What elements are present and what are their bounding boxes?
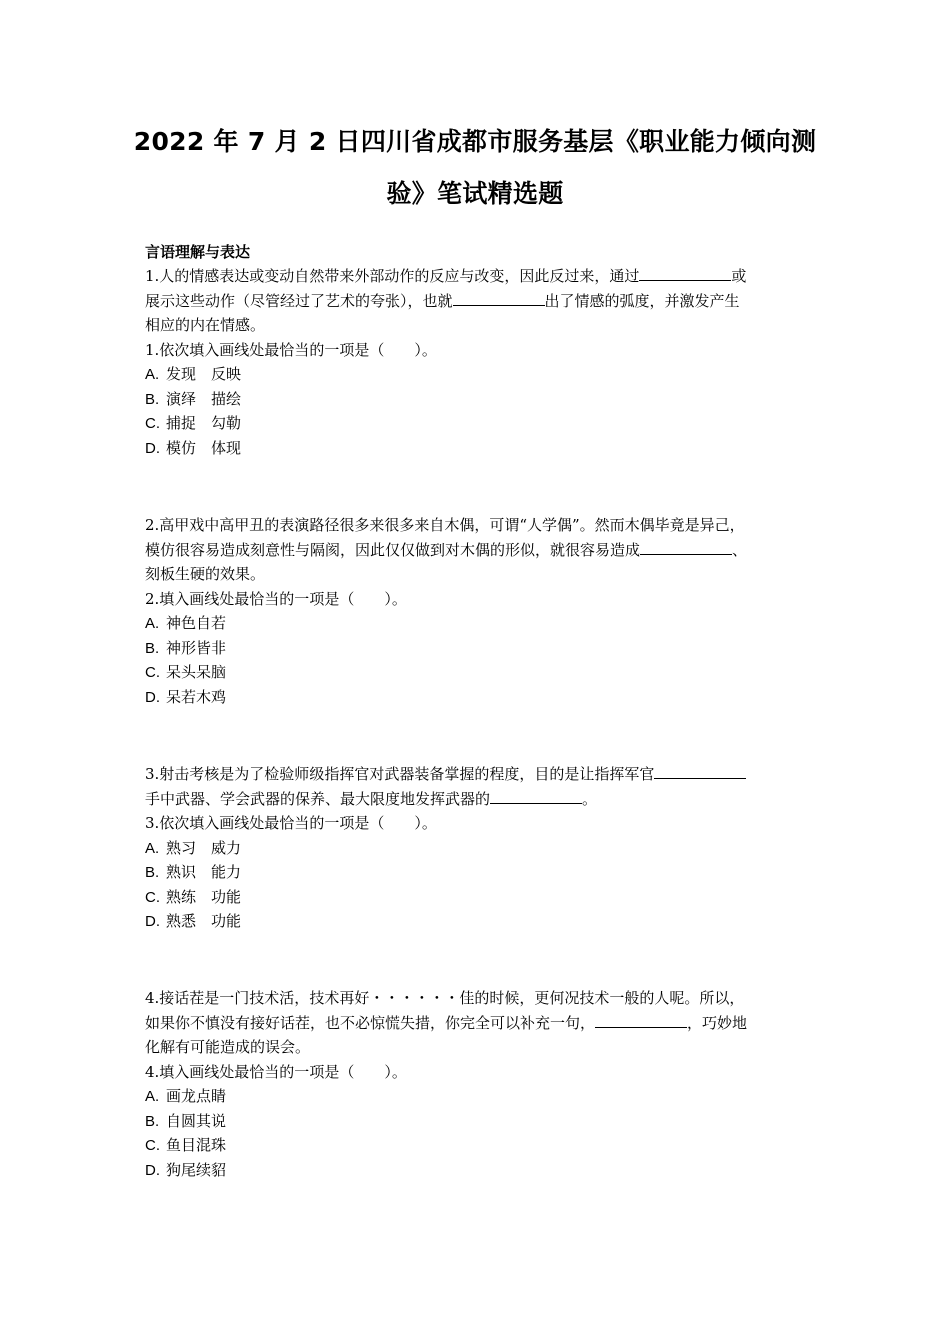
passage-text: 模仿很容易造成刻意性与隔阂，因此仅仅做到对木偶的形似，就很容易造成: [145, 540, 641, 559]
option-letter: D.: [145, 439, 160, 457]
option-text: 神形皆非: [166, 638, 227, 657]
answer-option: [145, 362, 810, 387]
option-text: 画龙点睛: [166, 1087, 227, 1105]
answer-option: [145, 436, 810, 461]
passage-line: [145, 1011, 810, 1036]
question-stem: 3.依次填入画线处最恰当的一项是（ ）。: [145, 814, 437, 832]
passage-text: 2.高甲戏中高甲丑的表演路径很多来很多来自木偶，可谓“人学偶”。然而木偶毕竟是异己，: [145, 516, 745, 534]
passage-text: 化解有可能造成的误会。: [145, 1038, 311, 1056]
option-text: 呆若木鸡: [166, 687, 227, 706]
option-text: 狗尾续貂: [166, 1160, 227, 1179]
passage-text: 或: [731, 267, 747, 285]
title-line-1: 2022 年 7 月 2 日四川省成都市服务基层《职业能力倾向测: [133, 127, 817, 156]
answer-option: [145, 611, 810, 636]
passage-text: 4.接话茬是一门技术活，技术再好・・・・・・佳的时候，更何况技术一般的人呢。所以，: [145, 989, 745, 1007]
answer-option: [145, 1109, 810, 1134]
passage-line: [145, 513, 810, 538]
passage-text: ，巧妙地: [687, 1013, 748, 1032]
option-letter: B.: [145, 639, 160, 657]
question-stem: 4.填入画线处最恰当的一项是（ ）。: [145, 1062, 407, 1081]
answer-option: [145, 685, 810, 710]
passage-text: 1.人的情感表达或变动自然带来外部动作的反应与改变，因此反过来，通过: [145, 267, 640, 285]
fill-blank: [490, 788, 582, 804]
answer-option: [145, 860, 810, 885]
option-text: 神色自若: [166, 614, 227, 632]
passage-text: 出了情感的弧度，并激发产生: [544, 291, 740, 310]
fill-blank: [639, 265, 731, 281]
answer-option: [145, 836, 810, 861]
passage-line: [145, 787, 810, 812]
option-text: 自圆其说: [166, 1111, 227, 1130]
option-letter: B.: [145, 864, 160, 881]
passage-text: 相应的内在情感。: [145, 316, 266, 334]
passage-line: [145, 986, 810, 1011]
passage-text: 、: [732, 540, 748, 559]
fill-blank: [453, 290, 545, 306]
question-stem: 2.填入画线处最恰当的一项是（ ）。: [145, 589, 407, 608]
fill-blank: [654, 763, 746, 779]
fill-blank: [595, 1012, 687, 1028]
option-letter: B.: [145, 1112, 160, 1130]
option-letter: A.: [145, 366, 160, 383]
option-text: 熟识 能力: [166, 863, 242, 881]
option-letter: A.: [145, 839, 160, 857]
passage-text: 3.射击考核是为了检验师级指挥官对武器装备掌握的程度，目的是让指挥军官: [145, 765, 655, 783]
option-letter: D.: [145, 913, 160, 930]
passage-text: 刻板生硬的效果。: [145, 565, 266, 583]
option-text: 模仿 体现: [166, 438, 242, 457]
answer-option: [145, 387, 810, 412]
passage-text: 。: [582, 789, 598, 808]
option-letter: B.: [145, 390, 160, 408]
option-text: 呆头呆脑: [166, 663, 227, 681]
answer-option: [145, 660, 810, 685]
option-text: 捕捉 勾勒: [166, 414, 242, 432]
document-title: [120, 116, 830, 220]
fill-blank: [640, 539, 732, 555]
answer-option: [145, 885, 810, 910]
passage-line: [145, 562, 810, 587]
answer-option: [145, 1133, 810, 1158]
option-text: 熟习 威力: [166, 838, 242, 857]
passage-line: [145, 762, 810, 787]
passage-line: [145, 1035, 810, 1060]
question-stem: 1.依次填入画线处最恰当的一项是（ ）。: [145, 340, 437, 359]
option-letter: D.: [145, 688, 160, 706]
option-letter: C.: [145, 664, 160, 681]
passage-line: [145, 264, 810, 289]
option-letter: C.: [145, 888, 160, 906]
option-text: 发现 反映: [166, 365, 242, 383]
option-letter: A.: [145, 615, 160, 632]
answer-option: [145, 1084, 810, 1109]
passage-line: [145, 538, 810, 563]
option-text: 熟悉 功能: [166, 912, 242, 930]
section-heading: 言语理解与表达: [145, 243, 251, 261]
answer-option: [145, 636, 810, 661]
question-4: [145, 986, 810, 1182]
option-letter: D.: [145, 1161, 160, 1179]
passage-text: 展示这些动作（尽管经过了艺术的夸张），也就: [145, 291, 453, 310]
answer-option: [145, 1158, 810, 1183]
option-text: 鱼目混珠: [166, 1136, 227, 1154]
option-letter: C.: [145, 415, 160, 432]
question-2: [145, 513, 810, 709]
answer-option: [145, 411, 810, 436]
option-text: 熟练 功能: [166, 887, 242, 906]
question-1: [145, 264, 810, 460]
title-line-2: 验》笔试精选题: [386, 179, 564, 208]
answer-option: [145, 909, 810, 934]
passage-text: 如果你不慎没有接好话茬，也不必惊慌失措，你完全可以补充一句，: [145, 1013, 596, 1032]
question-3: [145, 762, 810, 934]
passage-line: [145, 289, 810, 314]
passage-line: [145, 313, 810, 338]
option-letter: A.: [145, 1088, 160, 1105]
option-text: 演绎 描绘: [166, 389, 242, 408]
option-letter: C.: [145, 1137, 160, 1154]
passage-text: 手中武器、学会武器的保养、最大限度地发挥武器的: [145, 789, 491, 808]
